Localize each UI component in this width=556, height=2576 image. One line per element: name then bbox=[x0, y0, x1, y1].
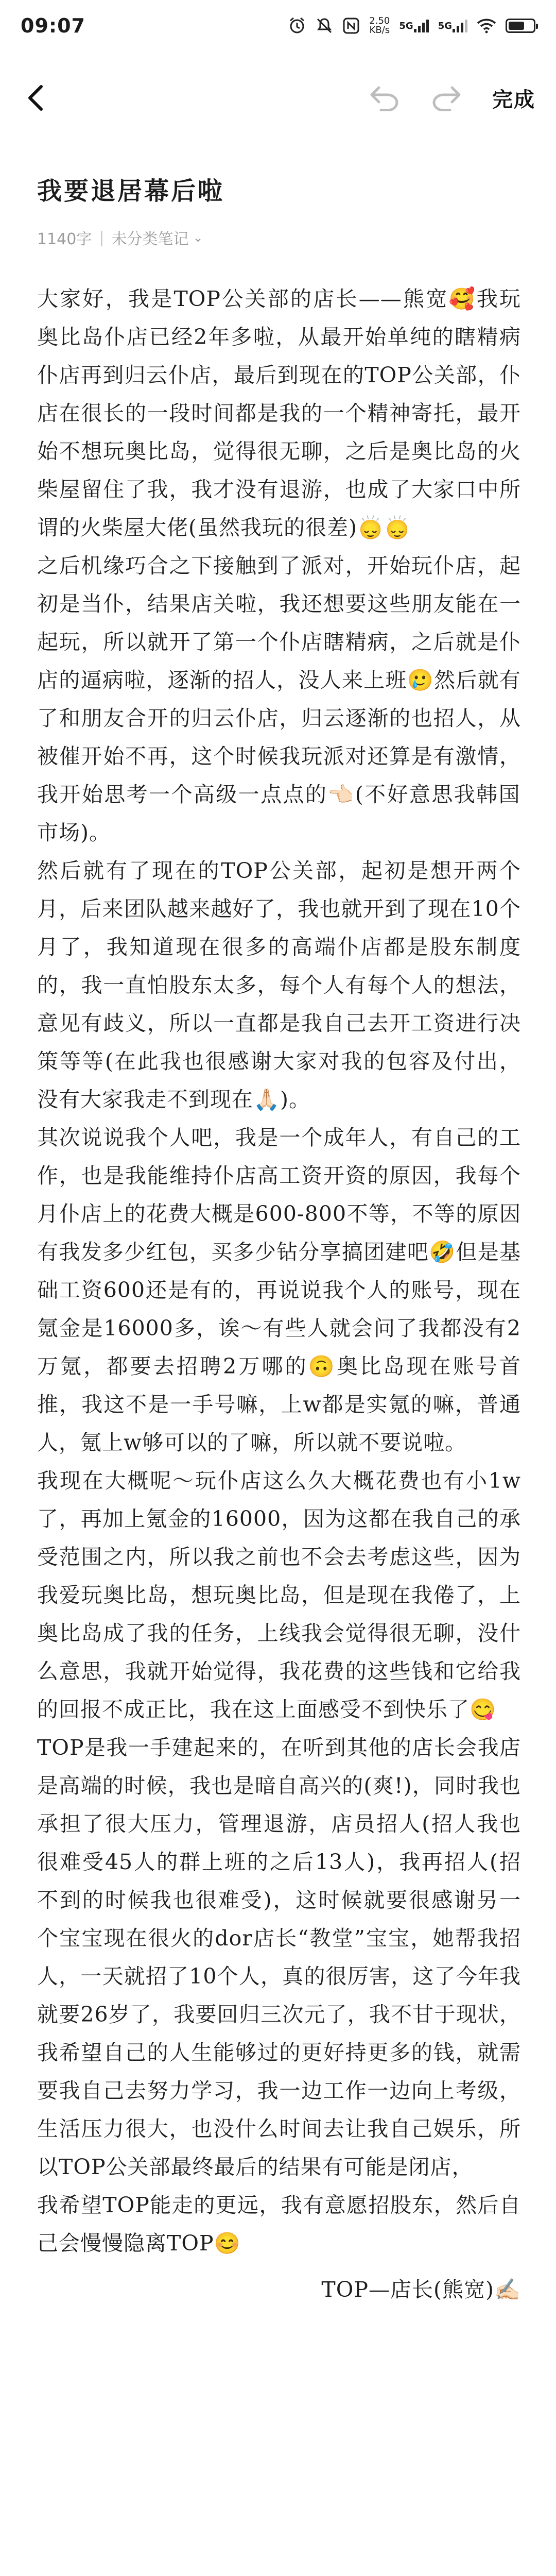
redo-icon[interactable] bbox=[430, 84, 462, 111]
undo-icon[interactable] bbox=[369, 84, 401, 111]
battery-level bbox=[509, 22, 524, 30]
alarm-icon bbox=[288, 16, 306, 35]
note-meta bbox=[37, 226, 521, 249]
wifi-icon bbox=[477, 18, 496, 33]
chevron-left-icon[interactable] bbox=[26, 83, 46, 112]
meta-separator: | bbox=[99, 228, 105, 247]
battery-icon bbox=[506, 19, 535, 33]
status-bar bbox=[0, 0, 556, 52]
network-speed bbox=[369, 16, 390, 35]
signal-1-label: 5G bbox=[399, 20, 413, 31]
word-count: 1140字 bbox=[37, 230, 92, 248]
signature: TOP—店长(熊宽)✍🏻 bbox=[321, 2277, 521, 2302]
chevron-down-icon: ⌄ bbox=[193, 230, 203, 245]
note-body[interactable] bbox=[37, 280, 521, 2313]
editor-toolbar bbox=[0, 52, 556, 144]
paragraph: 大家好，我是TOP公关部的店长——熊宽🥰我玩奥比岛仆店已经2年多啦，从最开始单纯的瞎精病仆店再到归云仆店，最后到现在的TOP公关部，仆店在很长的一段时间都是我的一个精神寄托，最开始不想玩奥比岛，觉得很无聊，之后是奥比岛的火柴屋留住了我，我才没有退游，也成了大家口中所谓的火柴屋大佬(虽然我玩的很差)🙂‍↕️🙂‍↕️ bbox=[37, 286, 521, 540]
paragraph: 之后机缘巧合之下接触到了派对，开始玩仆店，起初是当仆，结果店关啦，我还想要这些朋友能在一起玩，所以就开了第一个仆店瞎精病，之后就是仆店的逼病啦，逐渐的招人，没人来上班🥲然后就有了和朋友合开的归云仆店，归云逐渐的也招人，从被催开始不再，这个时候我玩派对还算是有激情，我开始思考一个高级一点点的👈🏻(不好意思我韩国市场)。 bbox=[37, 553, 521, 845]
nfc-icon bbox=[342, 17, 360, 35]
note-editor[interactable] bbox=[0, 171, 556, 2313]
signal-2-label: 5G bbox=[438, 20, 452, 31]
network-speed-unit: KB/s bbox=[369, 25, 390, 36]
category-label: 未分类笔记 bbox=[111, 230, 189, 248]
status-time: 09:07 bbox=[21, 14, 85, 37]
note-title[interactable]: 我要退居幕后啦 bbox=[37, 177, 225, 206]
category-selector[interactable] bbox=[111, 226, 203, 249]
signal-5g-icon-1 bbox=[399, 19, 428, 33]
paragraph: 其次说说我个人吧，我是一个成年人，有自己的工作，也是我能维持仆店高工资开资的原因，我每个月仆店上的花费大概是600-800不等，不等的原因有我发多少红包，买多少钻分享搞团建吧🤣但是基础工资600还是有的，再说说我个人的账号，现在氪金是16000多，诶～有些人就会问了我都没有2万氪，都要去招聘2万哪的🙃奥比岛现在账号首推，我这不是一手号嘛，上w都是实氪的嘛，普通人，氪上w够可以的了嘛，所以就不要说啦。 bbox=[37, 1125, 521, 1455]
network-speed-value: 2.50 bbox=[369, 15, 390, 26]
status-icons bbox=[288, 16, 535, 35]
paragraph: 然后就有了现在的TOP公关部，起初是想开两个月，后来团队越来越好了，我也就开到了现在10个月了，我知道现在很多的高端仆店都是股东制度的，我一直怕股东太多，每个人有每个人的想法，意见有歧义，所以一直都是我自己去开工资进行决策等等(在此我也很感谢大家对我的包容及付出，没有大家我走不到现在🙏🏻)。 bbox=[37, 858, 521, 1112]
mute-icon bbox=[316, 17, 333, 35]
done-button[interactable]: 完成 bbox=[492, 88, 535, 112]
paragraph: 我希望TOP能走的更远，我有意愿招股东，然后自己会慢慢隐离TOP😊 bbox=[37, 2193, 521, 2256]
signal-5g-icon-2 bbox=[438, 19, 467, 33]
toolbar-actions bbox=[369, 83, 535, 113]
paragraph: 我现在大概呢～玩仆店这么久大概花费也有小1w了，再加上氪金的16000，因为这都在我自己的承受范围之内，所以我之前也不会去考虑这些，因为我爱玩奥比岛，想玩奥比岛，但是现在我倦了，上奥比岛成了我的任务，上线我会觉得很无聊，没什么意思，我就开始觉得，我花费的这些钱和它给我的回报不成正比，我在这上面感受不到快乐了😋 bbox=[37, 1468, 521, 1722]
paragraph: TOP是我一手建起来的，在听到其他的店长会我店是高端的时候，我也是暗自高兴的(爽!)，同时我也承担了很大压力，管理退游，店员招人(招人我也很难受45人的群上班的之后13人)，我再招人(招不到的时候我也很难受)，这时候就要很感谢另一个宝宝现在很火的dor店长“教堂”宝宝，她帮我招人，一天就招了10个人，真的很厉害，这了今年我就要26岁了，我要回归三次元了，我不甘于现状，我希望自己的人生能够过的更好持更多的钱，就需要我自己去努力学习，我一边工作一边向上考级，生活压力很大，也没什么时间去让我自己娱乐，所以TOP公关部最终最后的结果有可能是闭店， bbox=[37, 1735, 521, 2179]
